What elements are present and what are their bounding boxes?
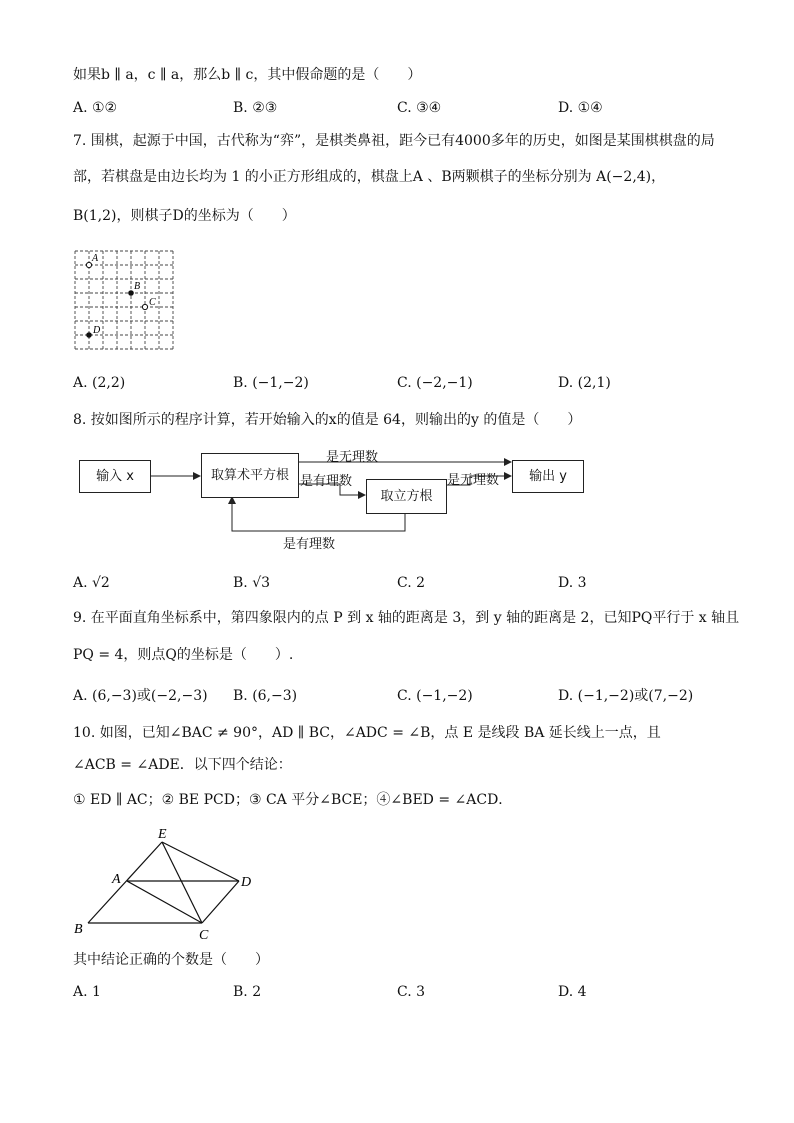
flow-cbrt-box [366, 479, 447, 514]
q6-stem: 如果b ∥ a，c ∥ a，那么b ∥ c，其中假命题的是（ ） [73, 67, 422, 83]
flow-sqrt-box [201, 453, 299, 498]
q6-option-c: C. ③④ [397, 100, 442, 116]
flow-label-irrational-mid: 是无理数 [447, 473, 500, 488]
q10-line-1: 10. 如图，已知∠BAC ≠ 90°，AD ∥ BC，∠ADC = ∠B，点 E 是线段 BA 延长线上一点，且 [73, 725, 661, 741]
q9-option-b: B. (6,−3) [233, 688, 298, 704]
point-c-label: C [199, 928, 209, 943]
q9-option-d: D. (−1,−2)或(7,−2) [558, 688, 694, 704]
q9-line-2: PQ = 4，则点Q的坐标是（ ）. [73, 647, 294, 663]
q9-option-c: C. (−1,−2) [397, 688, 473, 704]
q6-option-d: D. ①④ [558, 100, 603, 116]
q7-option-d: D. (2,1) [558, 375, 611, 391]
flow-label-irrational-top: 是无理数 [326, 450, 379, 465]
flow-output-box [512, 460, 584, 493]
q7-line-2: 部，若棋盘是由边长均为 1 的小正方形组成的，棋盘上A 、B两颗棋子的坐标分别为 A(−2,4)， [73, 169, 666, 185]
point-b-label: B [74, 922, 83, 937]
stone-a [86, 262, 91, 267]
stone-a-label: A [92, 253, 99, 264]
flow-label-rational-bottom: 是有理数 [283, 537, 336, 552]
go-board-figure [70, 246, 182, 354]
q8-stem: 8. 按如图所示的程序计算，若开始输入的x的值是 64，则输出的y 的值是（ ） [73, 412, 582, 428]
q10-option-c: C. 3 [397, 984, 426, 1000]
q7-option-b: B. (−1,−2) [233, 375, 309, 391]
q8-option-c: C. 2 [397, 575, 426, 591]
flow-label-rational-mid: 是有理数 [300, 474, 353, 489]
point-d-label: D [241, 875, 252, 890]
q10-question: 其中结论正确的个数是（ ） [73, 952, 269, 968]
flow-input-label: 输入 x [96, 469, 134, 484]
point-e-label: E [158, 827, 167, 842]
q6-option-b: B. ②③ [233, 100, 278, 116]
stone-b [128, 290, 134, 296]
q6-option-a: A. ①② [73, 100, 118, 116]
q7-line-1: 7. 围棋，起源于中国，古代称为“弈”，是棋类鼻祖，距今已有4000多年的历史，如图是某围棋棋盘的局 [73, 133, 715, 149]
q10-line-2: ∠ACB = ∠ADE．以下四个结论： [73, 757, 292, 773]
q8-option-a: A. √2 [73, 575, 110, 591]
q10-option-d: D. 4 [558, 984, 587, 1000]
stone-d-label: D [93, 325, 101, 336]
flow-cbrt-label: 取立方根 [380, 489, 433, 504]
q7-line-3: B(1,2)，则棋子D的坐标为（ ） [73, 208, 296, 224]
stone-b-label: B [134, 281, 141, 292]
flow-input-box [79, 460, 151, 493]
q9-line-1: 9. 在平面直角坐标系中，第四象限内的点 P 到 x 轴的距离是 3，到 y 轴的距离是 2，已知PQ平行于 x 轴且 [73, 610, 740, 626]
stone-c-label: C [149, 297, 156, 308]
q7-option-a: A. (2,2) [73, 375, 126, 391]
q10-option-a: A. 1 [73, 984, 101, 1000]
q10-geometry-figure [70, 823, 270, 943]
flow-output-label: 输出 y [529, 469, 567, 484]
point-a-label: A [112, 872, 121, 887]
flow-sqrt-label: 取算术平方根 [210, 468, 289, 483]
stone-c [142, 304, 147, 309]
q7-option-c: C. (−2,−1) [397, 375, 473, 391]
q8-option-d: D. 3 [558, 575, 587, 591]
stone-d [86, 332, 92, 338]
q10-option-b: B. 2 [233, 984, 262, 1000]
q9-option-a: A. (6,−3)或(−2,−3) [73, 688, 208, 704]
q10-line-3: ① ED ∥ AC；② BE PCD；③ CA 平分∠BCE；④∠BED = ∠ACD． [73, 792, 513, 808]
q8-option-b: B. √3 [233, 575, 271, 591]
